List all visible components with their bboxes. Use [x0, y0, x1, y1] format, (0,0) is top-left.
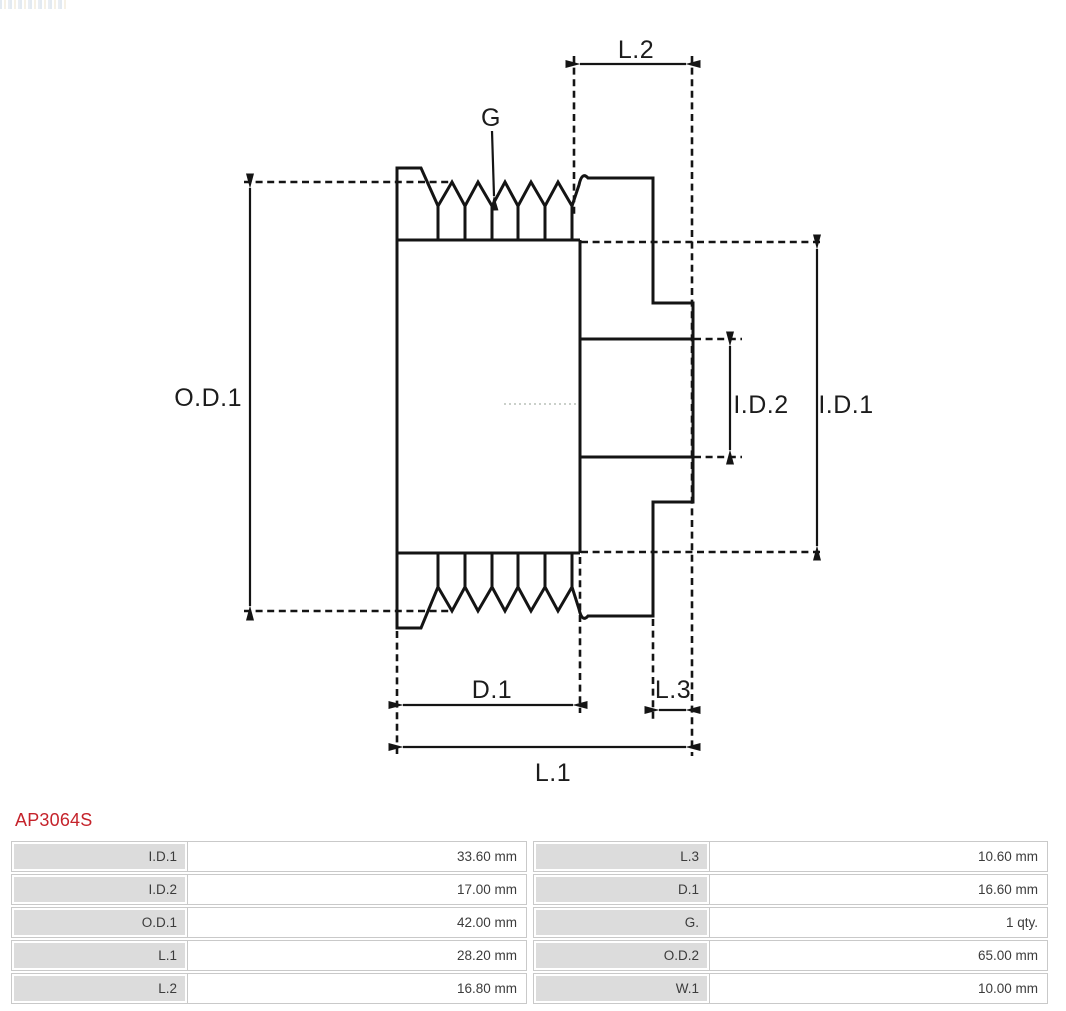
dimension-label-id1: I.D.1 [818, 391, 874, 419]
dimension-label-l2: L.2 [617, 36, 655, 64]
spec-label: W.1 [533, 973, 710, 1004]
dimension-label-od1: O.D.1 [174, 384, 242, 412]
spec-table-left [11, 841, 527, 1006]
spec-table-right [533, 841, 1048, 1006]
part-number-link[interactable]: AP3064S [15, 810, 93, 830]
spec-label: I.D.1 [11, 841, 188, 872]
spec-value: 10.00 mm [709, 973, 1048, 1004]
dimension-label-g: G [481, 104, 501, 132]
spec-label: L.1 [11, 940, 188, 971]
table-row [11, 940, 527, 971]
spec-value: 17.00 mm [187, 874, 527, 905]
table-row [533, 874, 1048, 905]
table-row [11, 874, 527, 905]
spec-value: 28.20 mm [187, 940, 527, 971]
table-row [533, 841, 1048, 872]
dimension-labels [174, 36, 873, 787]
dimension-label-l1: L.1 [534, 759, 572, 787]
spec-value: 16.80 mm [187, 973, 527, 1004]
spec-value: 1 qty. [709, 907, 1048, 938]
spec-label: L.3 [533, 841, 710, 872]
spec-value: 16.60 mm [709, 874, 1048, 905]
table-row [533, 907, 1048, 938]
spec-label: D.1 [533, 874, 710, 905]
spec-label: G. [533, 907, 710, 938]
dimension-g-leader [492, 131, 494, 196]
table-row [533, 973, 1048, 1004]
spec-label: O.D.1 [11, 907, 188, 938]
spec-value: 42.00 mm [187, 907, 527, 938]
dimension-label-id2: I.D.2 [733, 391, 789, 419]
table-row [533, 940, 1048, 971]
table-row [11, 907, 527, 938]
table-row [11, 841, 527, 872]
spec-value: 10.60 mm [709, 841, 1048, 872]
table-row [11, 973, 527, 1004]
spec-label: I.D.2 [11, 874, 188, 905]
spec-value: 65.00 mm [709, 940, 1048, 971]
spec-label: L.2 [11, 973, 188, 1004]
spec-label: O.D.2 [533, 940, 710, 971]
dimension-label-l3: L.3 [654, 676, 692, 704]
dimension-arrows [250, 64, 817, 747]
spec-value: 33.60 mm [187, 841, 527, 872]
pulley-outline [397, 168, 693, 628]
dimension-label-d1: D.1 [471, 676, 513, 704]
